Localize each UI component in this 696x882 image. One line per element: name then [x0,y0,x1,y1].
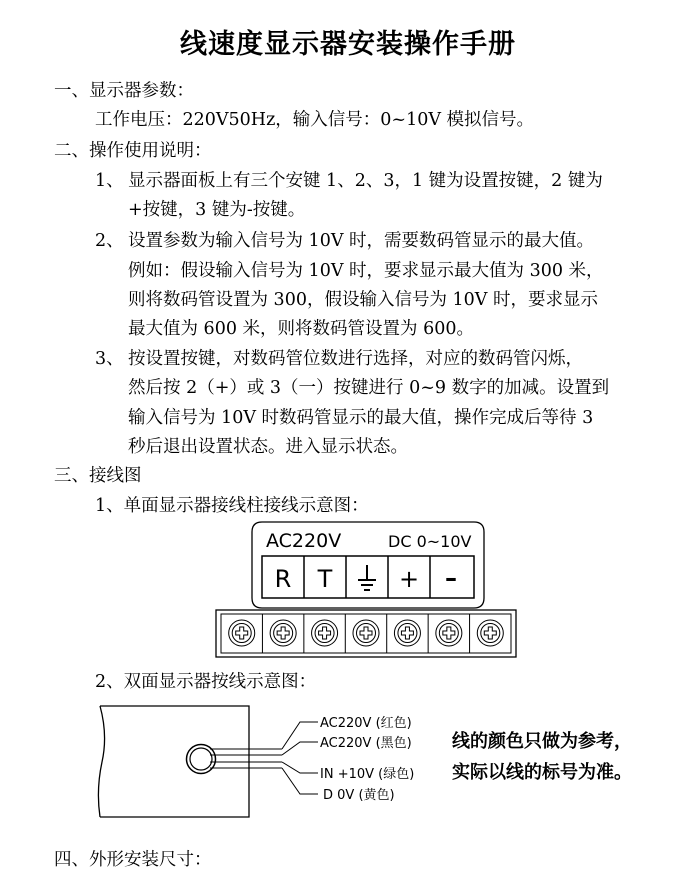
terminal-minus: – [445,564,457,592]
ac-label: AC220V [266,530,342,552]
item-1-line: 显示器面板上有三个安键 1、2、3，1 键为设置按键，2 键为 [128,171,603,191]
terminal-r: R [274,565,292,593]
item-3-number: 3、 [95,349,124,369]
section-1-text: 工作电压：220V50Hz，输入信号：0~10V 模拟信号。 [95,110,535,130]
item-3-line: 然后按 2（+）或 3（一）按键进行 0~9 数字的加减。设置到 [128,378,610,398]
item-2-number: 2、 [95,231,124,251]
item-1-line: +按键，3 键为-按键。 [128,200,306,220]
wire-label: D 0V (黄色) [323,788,395,803]
wire-color-note: 线的颜色只做为参考， [452,731,632,752]
wire-color-note: 实际以线的标号为准。 [452,762,632,783]
section-2-heading: 二、操作使用说明： [54,141,212,161]
page-title: 线速度显示器安装操作手册 [180,29,516,60]
section-3-heading: 三、接线图 [54,466,142,486]
wire-label: IN +10V (绿色) [320,767,415,782]
dc-label: DC 0~10V [388,532,472,551]
item-2-line: 例如：假设输入信号为 10V 时，要求显示最大值为 300 米， [128,261,604,281]
wire-label: AC220V (红色) [320,716,412,731]
screw-icon [229,620,255,646]
terminal-plus: + [398,565,420,593]
item-3-line: 输入信号为 10V 时数码管显示的最大值，操作完成后等待 3 [128,408,594,428]
terminal-diagram-caption: 1、单面显示器接线柱接线示意图： [95,496,369,516]
terminal-t: T [317,565,333,593]
screw-icon [394,620,420,646]
screw-icon [312,620,338,646]
wiring-diagram-caption: 2、双面显示器按线示意图： [95,672,317,692]
item-3-line: 秒后退出设置状态。进入显示状态。 [128,437,408,457]
screw-icon [436,620,462,646]
item-2-line: 则将数码管设置为 300，假设输入信号为 10V 时，要求显示 [128,290,598,310]
section-1-heading: 一、显示器参数： [54,81,194,101]
item-2-line: 最大值为 600 米，则将数码管设置为 600。 [128,319,474,339]
wire-bundle [210,722,318,794]
wire-label: AC220V (黑色) [320,736,412,751]
item-2-line: 设置参数为输入信号为 10V 时，需要数码管显示的最大值。 [128,231,595,251]
screw-icon [270,620,296,646]
item-3-line: 按设置按键，对数码管位数进行选择，对应的数码管闪烁， [128,349,583,369]
screw-icon [477,620,503,646]
section-4-heading: 四、外形安装尺寸： [54,850,212,870]
screw-icon [353,620,379,646]
item-1-number: 1、 [95,171,124,191]
